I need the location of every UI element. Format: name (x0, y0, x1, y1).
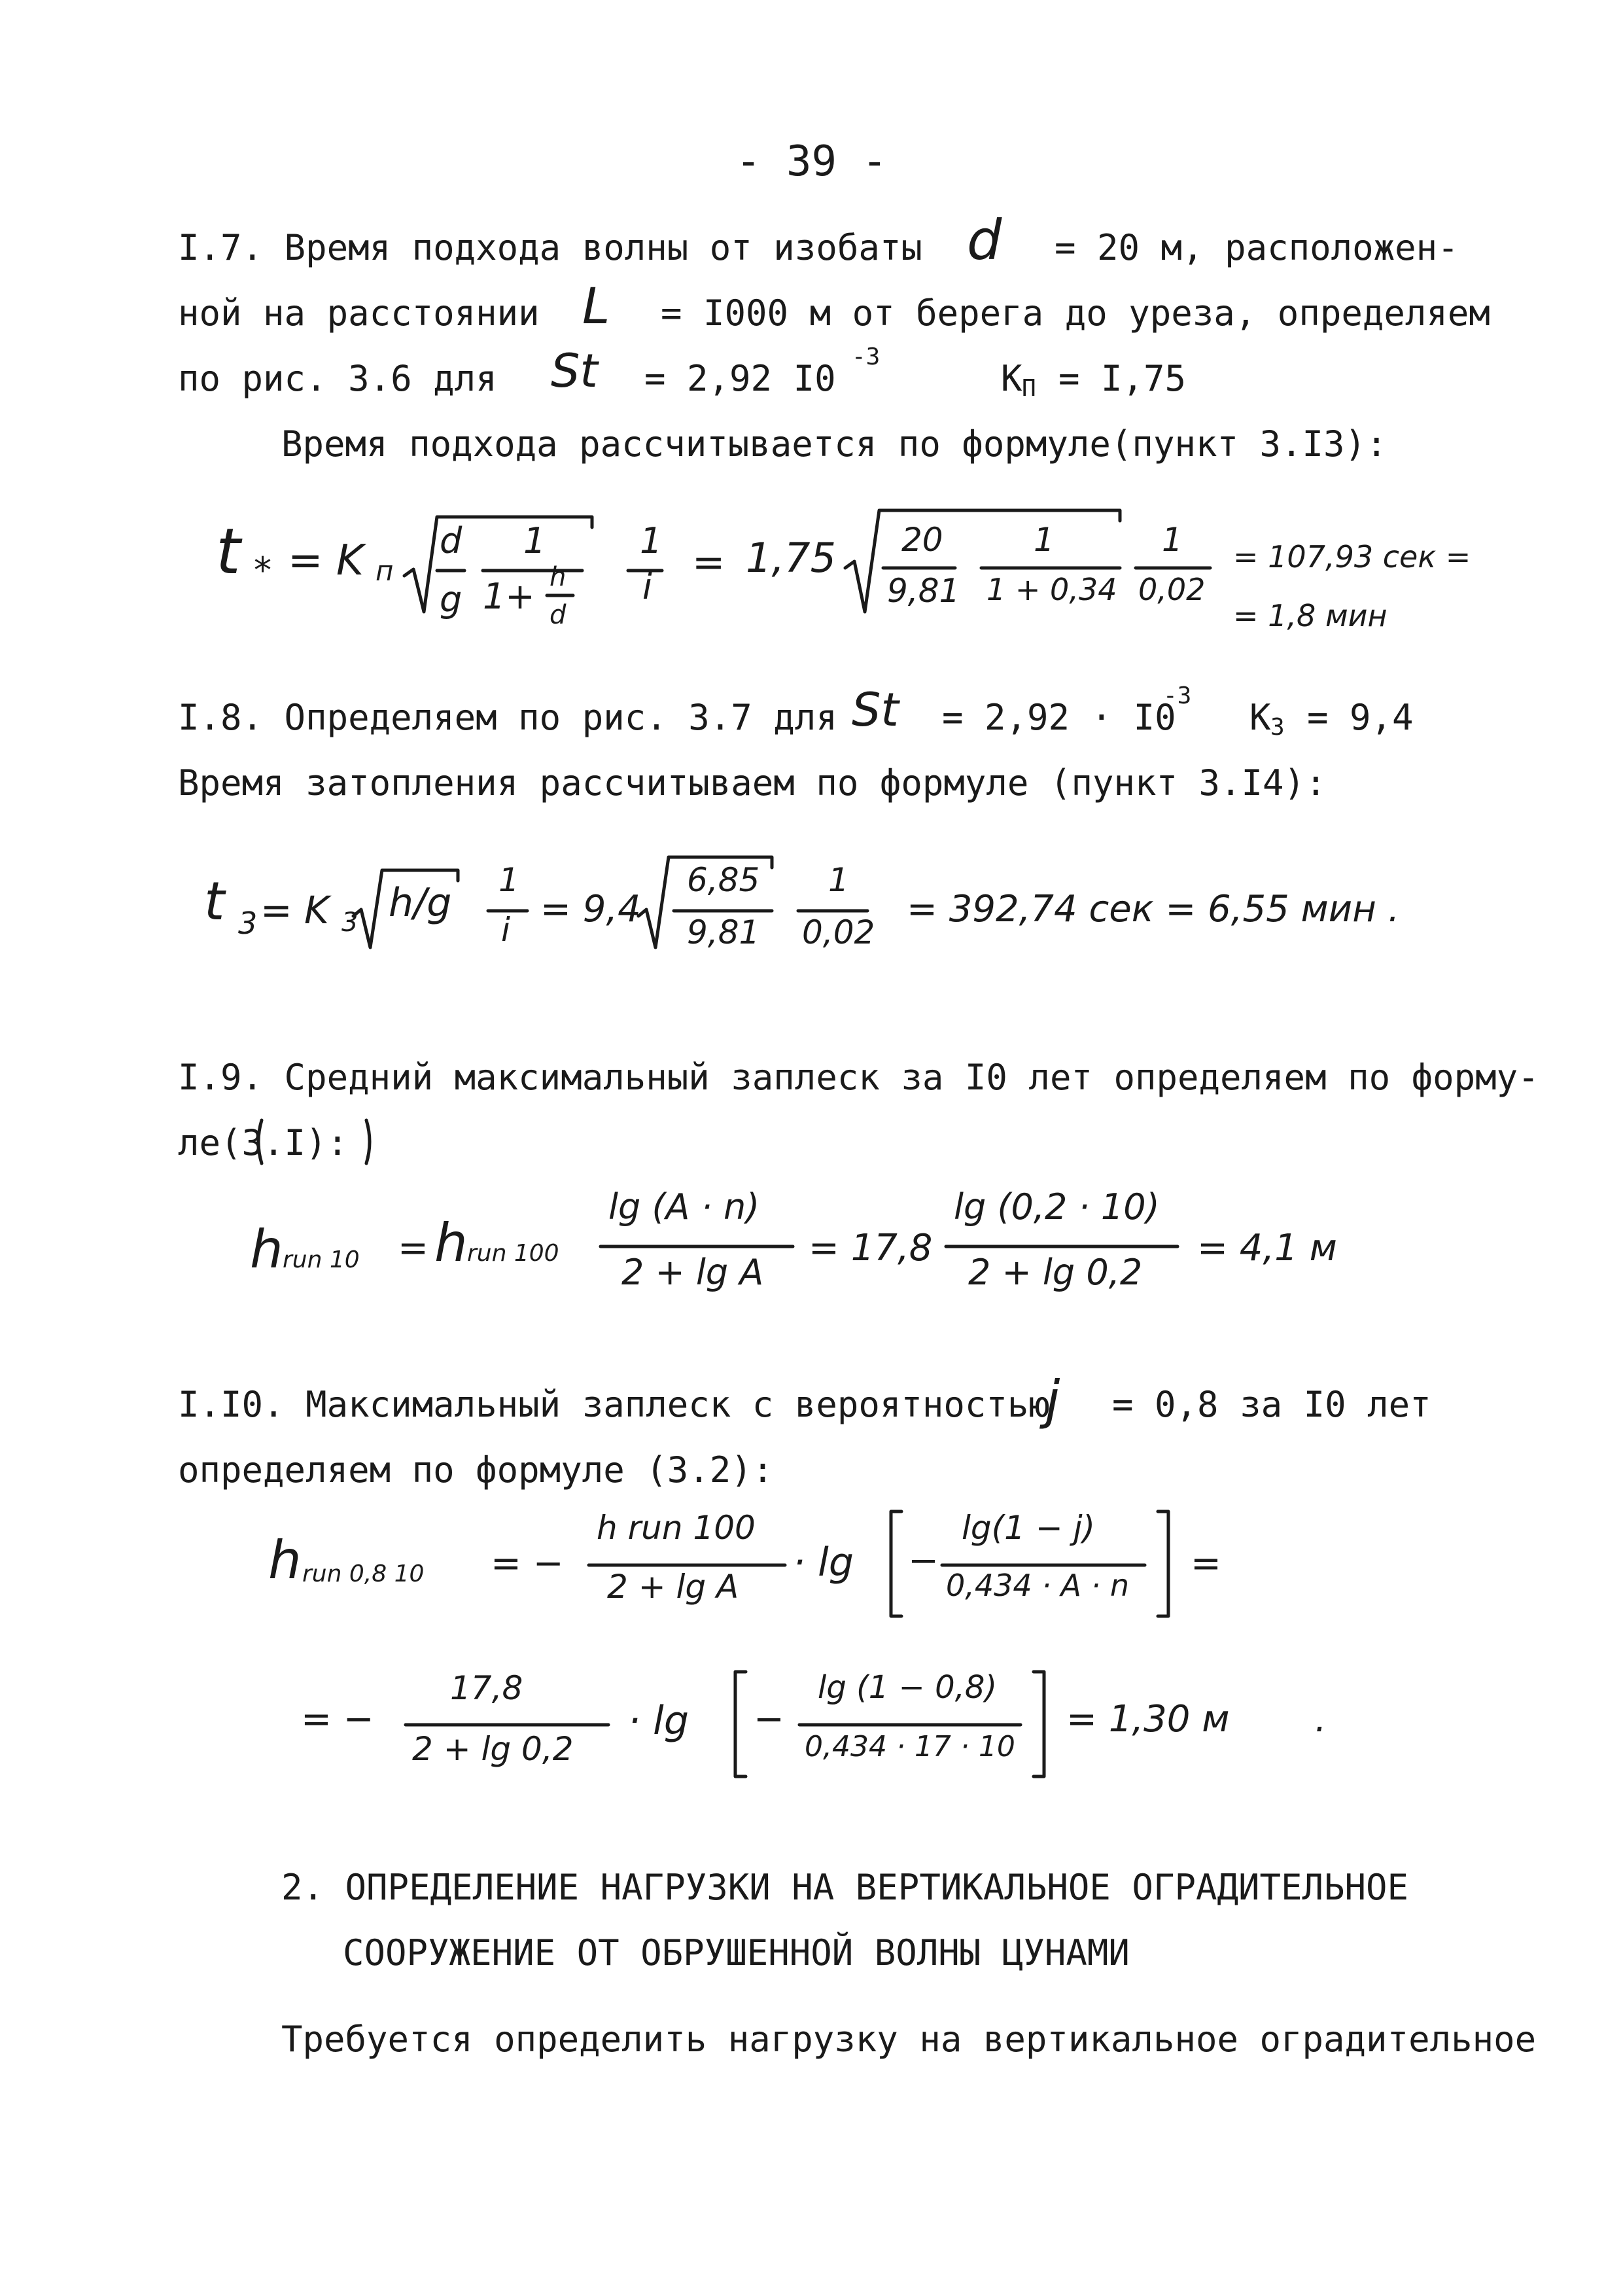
p18-k-symbol: K (1249, 697, 1271, 738)
page-number: - 39 - (735, 137, 888, 186)
p19-line2-text: ле(3.I): (178, 1122, 349, 1163)
f110a-lg: · lg (793, 1540, 854, 1585)
p18-line2-text: Время затопления рассчитываем по формуле (пункт 3.I4): (178, 762, 1327, 804)
f17-one-plus: 1+ (483, 576, 535, 617)
p18-k-value: = 9,4 (1307, 697, 1414, 738)
f110b-minus: − (754, 1698, 784, 1740)
p17-line2-text-b: = I000 м от берега до уреза, определяем (661, 292, 1490, 334)
f110a-bracket-left (891, 1511, 901, 1616)
f110b-inner-num: lg (1 − 0,8) (818, 1669, 998, 1706)
p110-line1-text-b: = 0,8 за I0 лет (1112, 1384, 1431, 1425)
f17-eq-k: = K (288, 537, 364, 585)
p17-k-value: = I,75 (1058, 358, 1187, 399)
f110a-inner-den: 0,434 · A · n (946, 1568, 1130, 1603)
f18-i: i (501, 911, 510, 949)
section2-heading-line2: СООРУЖЕНИЕ ОТ ОБРУШЕННОЙ ВОЛНЫ ЦУНАМИ (343, 1932, 1130, 1973)
f19-h: h (250, 1219, 283, 1280)
f17-den-134: 1 + 0,34 (986, 572, 1117, 607)
f19-num2: lg (0,2 · 10) (954, 1186, 1160, 1227)
f110b-bracket-right (1034, 1672, 1044, 1776)
p17-line4-text: Время подхода рассчитывается по формуле(пункт 3.I3): (281, 423, 1387, 465)
f110b-dot: . (1315, 1698, 1327, 1740)
p17-exponent: -3 (852, 344, 881, 370)
f18-k-sub: 3 (341, 908, 358, 938)
f19-eq2: = 17,8 (809, 1227, 933, 1269)
f17-result-sec: = 107,93 сек = (1233, 539, 1471, 574)
f18-radical-2 (638, 857, 772, 951)
f110a-eq: = − (491, 1542, 564, 1585)
f17-eq2: = (692, 540, 725, 586)
f110a-h-sub: run 0,8 10 (302, 1561, 425, 1587)
f18-den2: 0,02 (802, 913, 875, 951)
f110b-bracket-left (735, 1672, 746, 1776)
p110-var-j: j (1045, 1369, 1060, 1430)
f17-d: d (440, 520, 462, 561)
f17-den-002: 0,02 (1138, 572, 1206, 607)
f17-radical-2 (845, 510, 1120, 612)
p17-var-d: d (967, 208, 1002, 272)
f17-g: g (440, 579, 462, 620)
f110b-inner-den: 0,434 · 17 · 10 (805, 1730, 1015, 1763)
p17-line2-text: ной на расстоянии (178, 292, 540, 334)
last-paragraph-line: Требуется определить нагрузку на вертикальное оградительное (281, 2019, 1537, 2060)
f17-k-sub: п (375, 555, 394, 587)
f110a-bracket-right (1158, 1511, 1168, 1616)
f19-h-sub: run 10 (283, 1246, 360, 1273)
f17-radical-1 (404, 517, 592, 617)
f18-eq-k: = K (260, 888, 330, 932)
section2-heading-line1: 2. ОПРЕДЕЛЕНИЕ НАГРУЗКИ НА ВЕРТИКАЛЬНОЕ ОГРАДИТЕЛЬНОЕ (281, 1867, 1409, 1908)
f18-radical-1 (353, 870, 458, 947)
p110-line1-text: I.I0. Максимальный заплеск с вероятностью (178, 1384, 1050, 1425)
f110a-den: 2 + lg A (607, 1568, 739, 1606)
f18-t-sub: 3 (238, 906, 258, 941)
p17-line3-value: = 2,92 I0 (644, 358, 836, 399)
f17-result-min: = 1,8 мин (1233, 598, 1387, 633)
f110a-tail: = (1191, 1542, 1221, 1585)
p19-paren-left (258, 1120, 262, 1163)
f17-k-value: 1,75 (746, 534, 837, 582)
p18-line1-text: I.8. Определяем по рис. 3.7 для (178, 697, 837, 738)
p110-line2-text: определяем по формуле (3.2): (178, 1449, 774, 1491)
f18-one: 1 (498, 861, 519, 899)
f17-t: t (216, 515, 241, 588)
f17-num-1b: 1 (1162, 521, 1183, 559)
f18-h-over-g: h/g (389, 880, 452, 926)
f19-den1: 2 + lg A (621, 1252, 764, 1293)
p17-line1-text-b: = 20 м, расположен- (1055, 227, 1459, 268)
p17-k-symbol: K (1001, 358, 1022, 399)
f18-result: = 392,74 сек = 6,55 мин . (907, 888, 1400, 930)
f110a-h: h (268, 1530, 302, 1591)
f19-eq1: = (398, 1227, 428, 1269)
f17-one-i: 1 (640, 520, 663, 561)
f19-h100: h (434, 1212, 468, 1273)
f110a-minus: − (908, 1540, 939, 1582)
f19-result: = 4,1 м (1197, 1227, 1337, 1269)
f110b-lg: · lg (628, 1698, 689, 1744)
f17-num-1: 1 (1034, 521, 1055, 559)
f17-h: h (550, 562, 567, 592)
f110b-result: = 1,30 м (1066, 1698, 1230, 1740)
f110b-eq: = − (301, 1698, 374, 1740)
f18-eq-94: = 9,4 (540, 888, 641, 930)
f18-num: 6,85 (687, 861, 760, 899)
f18-t: t (204, 871, 225, 932)
f110b-den: 2 + lg 0,2 (412, 1730, 574, 1768)
f17-t-sub: * (254, 550, 271, 591)
f110a-num: h run 100 (597, 1509, 756, 1547)
p17-var-l: L (582, 277, 610, 335)
f18-den: 9,81 (687, 913, 760, 951)
f17-num-20: 20 (901, 521, 943, 559)
p17-var-st: St (551, 344, 598, 398)
p18-var-st: St (852, 683, 899, 737)
p18-exponent: -3 (1163, 682, 1192, 709)
f17-i: i (642, 566, 653, 607)
p17-line1-text: I.7. Время подхода волны от изобаты (178, 227, 922, 268)
p17-line3-text: по рис. 3.6 для (178, 358, 497, 399)
p18-k-subscript: З (1270, 714, 1285, 741)
f17-one: 1 (523, 520, 546, 561)
f19-h100-sub: run 100 (467, 1240, 559, 1267)
f110b-num: 17,8 (450, 1669, 523, 1707)
f17-d2: d (550, 600, 567, 630)
p19-line1-text: I.9. Средний максимальный заплеск за I0 лет определяем по форму- (178, 1057, 1539, 1098)
f18-num2: 1 (828, 861, 849, 899)
f17-den-981: 9,81 (887, 572, 960, 610)
p19-paren-right (366, 1120, 370, 1163)
p18-line1-value: = 2,92 · I0 (942, 697, 1176, 738)
f110a-inner-num: lg(1 − j) (962, 1509, 1096, 1547)
p17-k-subscript: П (1022, 375, 1036, 402)
f19-den2: 2 + lg 0,2 (968, 1252, 1143, 1293)
f19-num1: lg (A · n) (608, 1186, 760, 1227)
